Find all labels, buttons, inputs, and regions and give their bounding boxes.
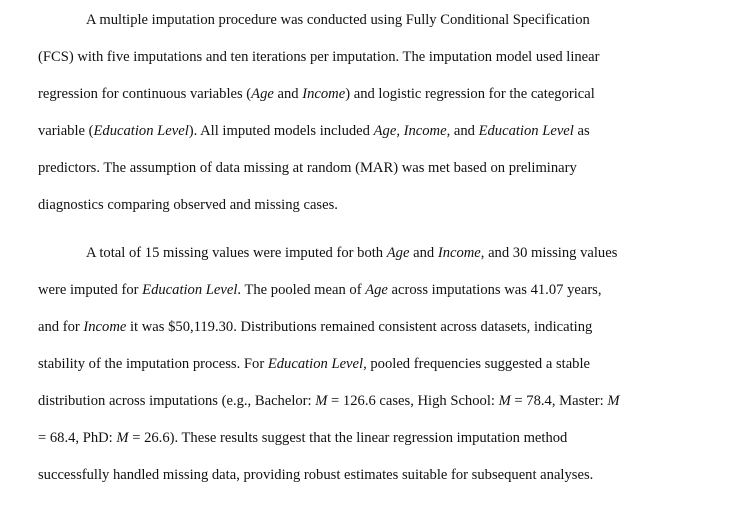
- text-line: [86, 244, 617, 262]
- italic-term: M: [315, 393, 328, 409]
- text-run: A total of 15 missing values were imputed for both: [86, 245, 387, 261]
- text-run: across imputations was 41.07 years,: [387, 282, 602, 298]
- text-run: were imputed for: [38, 282, 143, 298]
- text-run: diagnostics comparing observed and missing cases.: [38, 197, 338, 213]
- text-run: (FCS) with five imputations and ten iterations per imputation. The imputation model used linear: [38, 49, 600, 65]
- text-run: = 126.6 cases, High School:: [327, 393, 499, 409]
- text-line: [38, 429, 567, 447]
- text-run: ). All imputed models included: [188, 123, 374, 139]
- italic-term: M: [116, 430, 129, 446]
- text-line: [38, 355, 590, 373]
- italic-term: Education Level: [267, 356, 364, 372]
- italic-term: Education Level: [142, 282, 238, 298]
- text-run: = 68.4, PhD:: [38, 430, 117, 446]
- text-run: regression for continuous variables (: [38, 86, 252, 102]
- text-line: [86, 11, 590, 29]
- italic-term: Income: [83, 319, 127, 335]
- text-line: [38, 281, 602, 299]
- text-run: as: [573, 123, 590, 139]
- text-line: [38, 318, 592, 336]
- text-run: and for: [38, 319, 84, 335]
- italic-term: Income: [437, 245, 481, 261]
- italic-term: Income: [403, 123, 447, 139]
- italic-term: Income: [302, 86, 346, 102]
- text-run: , and 30 missing values: [480, 245, 618, 261]
- italic-term: Education Level: [93, 123, 189, 139]
- text-line: [38, 466, 593, 484]
- italic-term: M: [498, 393, 511, 409]
- italic-term: M: [607, 393, 620, 409]
- text-line: [38, 48, 600, 66]
- text-run: . The pooled mean of: [237, 282, 366, 298]
- text-run: , and: [446, 123, 479, 139]
- italic-term: Education Level: [478, 123, 574, 139]
- text-run: ) and logistic regression for the categorical: [345, 86, 595, 102]
- text-run: and: [273, 86, 303, 102]
- text-run: predictors. The assumption of data missing at random (MAR) was met based on preliminary: [38, 160, 577, 176]
- text-line: [38, 85, 595, 103]
- text-line: [38, 196, 338, 214]
- text-line: [38, 122, 590, 140]
- text-run: = 78.4, Master:: [510, 393, 608, 409]
- text-run: A multiple imputation procedure was conducted using Fully Conditional Specification: [86, 12, 590, 28]
- text-run: stability of the imputation process. For: [38, 356, 268, 372]
- text-run: it was $50,119.30. Distributions remained consistent across datasets, indicating: [126, 319, 593, 335]
- text-run: distribution across imputations (e.g., Bachelor:: [38, 393, 316, 409]
- italic-term: Age: [365, 282, 388, 298]
- text-run: variable (: [38, 123, 94, 139]
- text-run: successfully handled missing data, providing robust estimates suitable for subsequent analyses.: [38, 467, 594, 483]
- text-run: ,: [396, 123, 404, 139]
- text-line: [38, 159, 577, 177]
- text-run: and: [409, 245, 438, 261]
- text-run: , pooled frequencies suggested a stable: [363, 356, 591, 372]
- italic-term: Age: [386, 245, 410, 261]
- text-line: [38, 392, 620, 410]
- text-run: = 26.6). These results suggest that the linear regression imputation method: [128, 430, 568, 446]
- italic-term: Age: [251, 86, 274, 102]
- italic-term: Age: [373, 123, 397, 139]
